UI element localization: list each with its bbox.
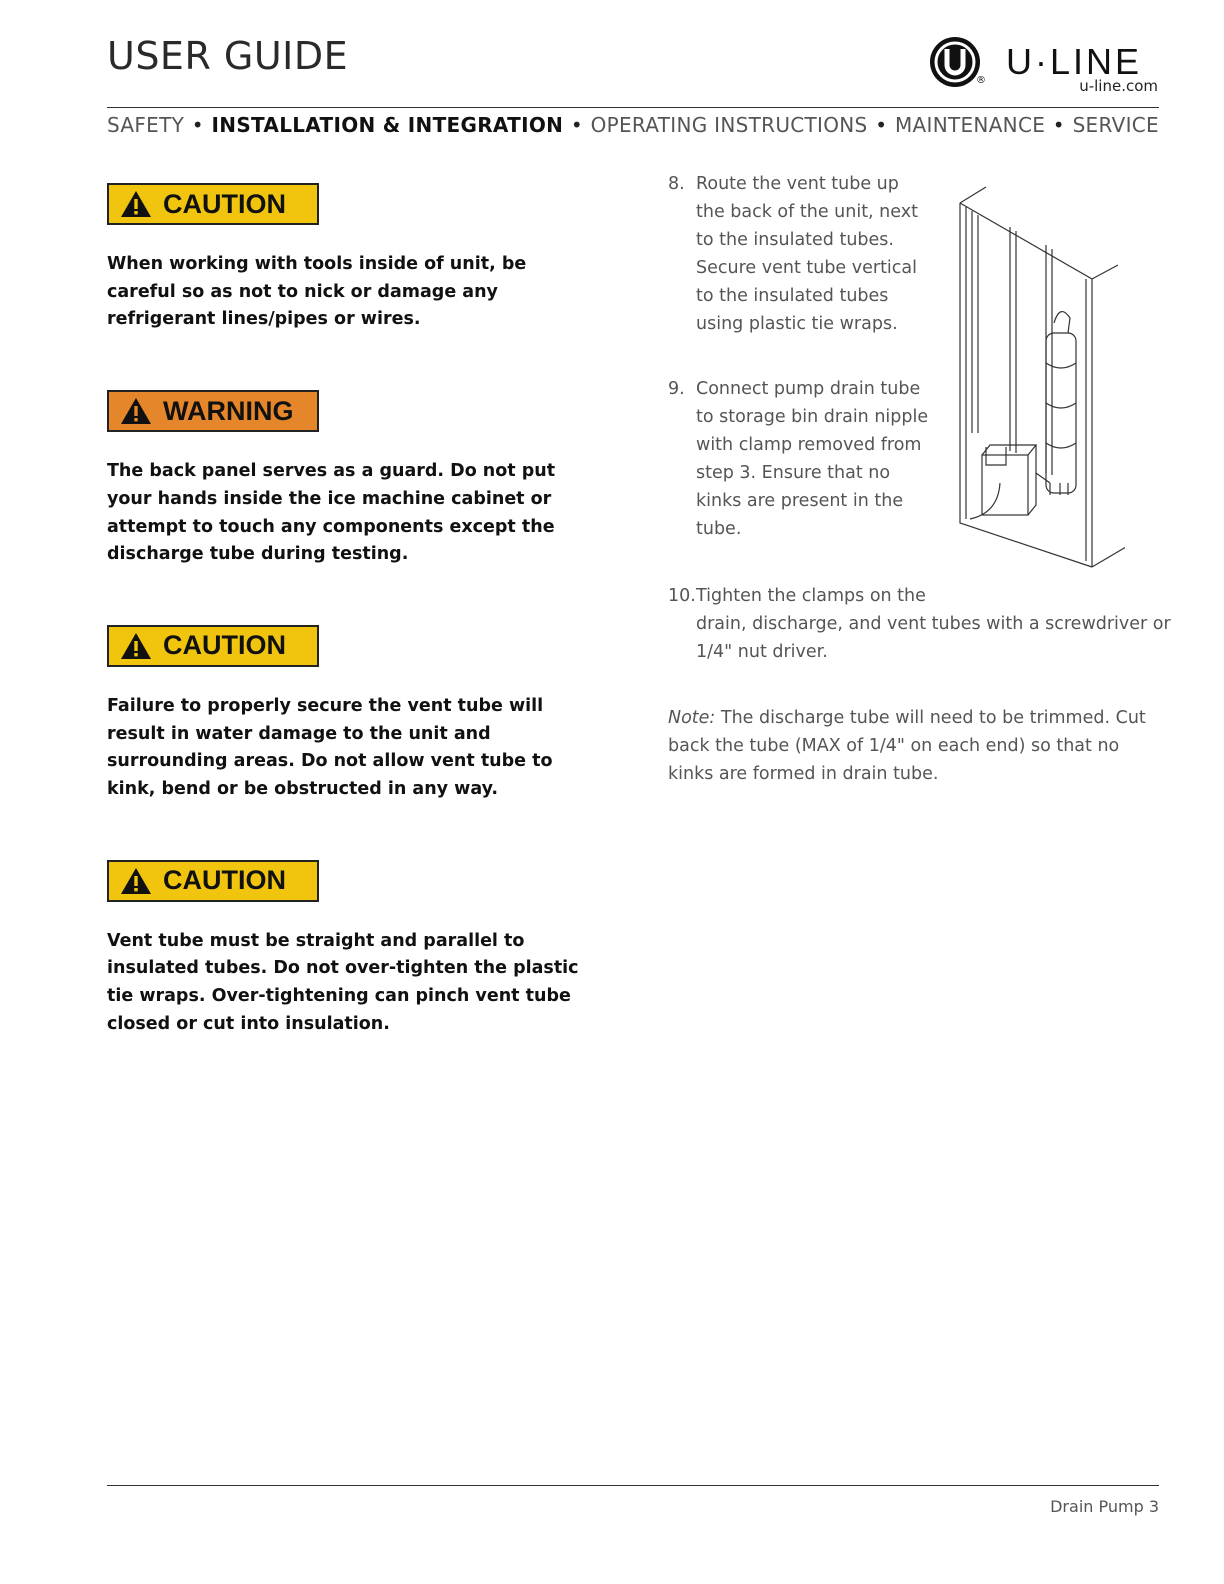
step-number: 9.: [668, 379, 685, 399]
header-divider: [107, 107, 1159, 108]
caution-label: [107, 860, 319, 902]
alert-text: Vent tube must be straight and parallel to insulated tubes. Do not over-tighten the plastic tie wraps. Over-tightening can pinch vent tube closed or cut into insulation.: [107, 930, 579, 1034]
website-link[interactable]: u-line.com: [1079, 77, 1158, 95]
step-line: the back of the unit, next: [696, 202, 918, 222]
step-line: step 3. Ensure that no: [696, 463, 891, 483]
alert-level: WARNING: [163, 395, 294, 426]
step-line: drain, discharge, and vent tubes with a screwdriver or: [696, 614, 1171, 634]
warning-triangle-icon: [119, 631, 153, 661]
footer-divider: [107, 1485, 1159, 1486]
alert-text: When working with tools inside of unit, be careful so as not to nick or damage any refrigerant lines/pipes or wires.: [107, 254, 527, 330]
caution-label: [107, 625, 319, 667]
warning-label: [107, 390, 319, 432]
nav-item-service[interactable]: SERVICE: [1072, 113, 1159, 137]
alerts-column: [107, 183, 597, 1039]
step-line: with clamp removed from: [696, 435, 922, 455]
step-line: tube.: [696, 519, 742, 539]
nav-separator: •: [875, 113, 888, 137]
nav-item-maintenance[interactable]: MAINTENANCE: [894, 113, 1046, 137]
vent-tube-installation-illustration: [950, 183, 1125, 573]
step-10: [668, 582, 1171, 666]
nav-separator: •: [191, 113, 204, 137]
note: [668, 704, 1159, 788]
nav-separator: •: [1052, 113, 1065, 137]
step-line: to storage bin drain nipple: [696, 407, 929, 427]
step-line: Secure vent tube vertical: [696, 258, 918, 278]
step-number: 8.: [668, 174, 685, 194]
step-line: 1/4" nut driver.: [696, 642, 828, 662]
step-line: using plastic tie wraps.: [696, 314, 898, 334]
nav-item-operating[interactable]: OPERATING INSTRUCTIONS: [590, 113, 868, 137]
alert-block: [107, 390, 597, 569]
page-title: USER GUIDE: [107, 34, 349, 78]
u-line-logo-icon: [928, 35, 982, 89]
warning-triangle-icon: [119, 189, 153, 219]
step-line: Route the vent tube up: [696, 174, 899, 194]
alert-level: CAUTION: [163, 630, 286, 661]
step-number: 10.: [668, 586, 696, 606]
step-9: [668, 375, 928, 543]
alert-block: [107, 860, 597, 1039]
section-nav: [107, 113, 1159, 137]
alert-level: CAUTION: [163, 188, 286, 219]
warning-triangle-icon: [119, 866, 153, 896]
alert-block: [107, 625, 597, 804]
page-number: Drain Pump 3: [1050, 1497, 1159, 1516]
step-line: to the insulated tubes: [696, 286, 889, 306]
nav-item-installation[interactable]: INSTALLATION & INTEGRATION: [211, 113, 564, 137]
note-text: The discharge tube will need to be trimmed. Cut back the tube (MAX of 1/4" on each end) so that no kinks are formed in drain tube.: [668, 708, 1146, 784]
step-line: kinks are present in the: [696, 491, 904, 511]
step-line: Connect pump drain tube: [696, 379, 921, 399]
alert-block: [107, 183, 597, 334]
registered-mark: ®: [976, 75, 986, 86]
warning-triangle-icon: [119, 396, 153, 426]
brand-wordmark: U·LINE: [1006, 41, 1143, 82]
nav-item-safety[interactable]: SAFETY: [107, 113, 185, 137]
alert-text: The back panel serves as a guard. Do not put your hands inside the ice machine cabinet or attempt to touch any components except the discharge tube during testing.: [107, 461, 556, 565]
brand-logo: [928, 35, 1160, 97]
step-line: to the insulated tubes.: [696, 230, 894, 250]
alert-text: Failure to properly secure the vent tube will result in water damage to the unit and surrounding areas. Do not allow vent tube to kink, bend or be obstructed in any way.: [107, 695, 553, 800]
step-8: [668, 170, 918, 338]
caution-label: [107, 183, 319, 225]
nav-separator: •: [570, 113, 583, 137]
step-line: Tighten the clamps on the: [696, 586, 926, 606]
note-label: Note:: [668, 708, 716, 728]
alert-level: CAUTION: [163, 865, 286, 896]
